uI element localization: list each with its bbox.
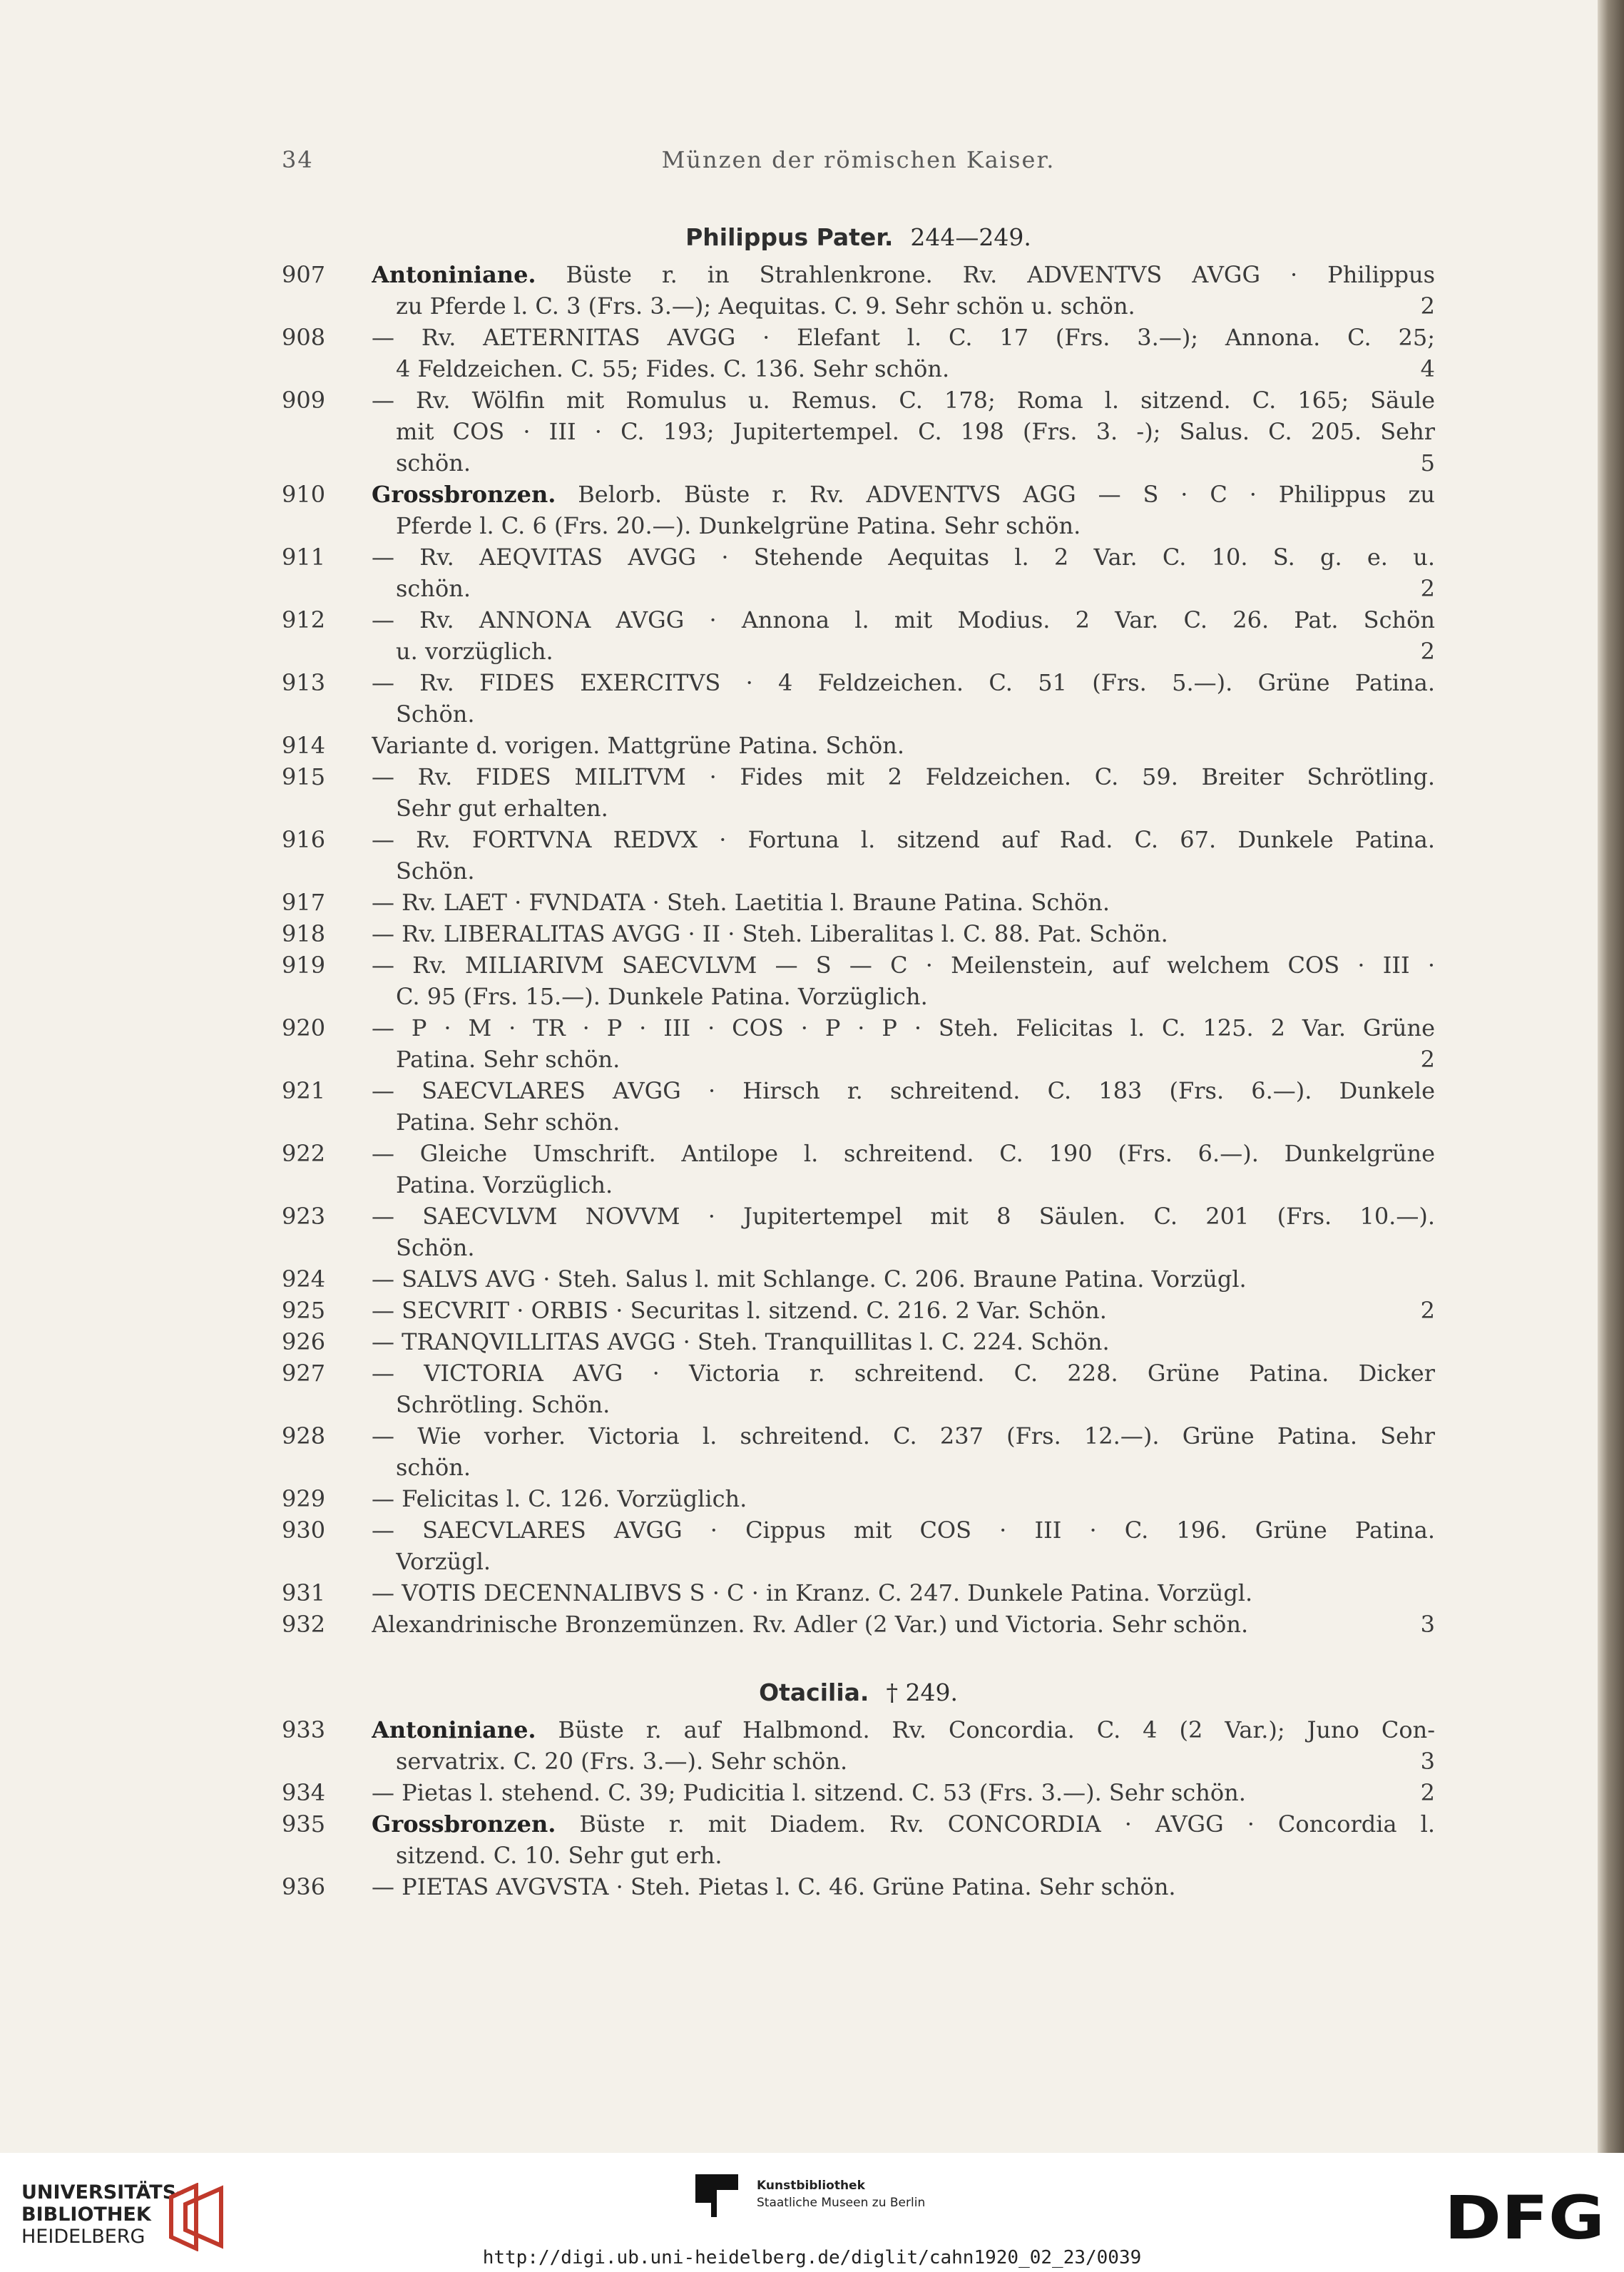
entry-text: servatrix. C. 20 (Frs. 3.—). Sehr schön.: [396, 1748, 848, 1775]
section-dates: 244—249.: [910, 223, 1031, 251]
entry-line: [396, 1452, 1435, 1483]
catalogue-entry: [282, 479, 1435, 541]
entry-line: [396, 855, 1435, 887]
entry-number: 914: [282, 732, 326, 759]
running-title: Münzen der römischen Kaiser.: [661, 146, 1056, 173]
entry-text: Patina. Sehr schön.: [396, 1109, 621, 1136]
entry-text: — SAECVLVM NOVVM · Jupitertempel mit 8 Säulen. C. 201 (Frs. 10.—).: [372, 1203, 1435, 1230]
footer: [0, 2153, 1624, 2272]
entry-line: [372, 1263, 1435, 1295]
entry-line: [372, 1577, 1435, 1609]
denomination-label: Antoniniane.: [372, 261, 536, 288]
catalogue-entry: [282, 1201, 1435, 1263]
entry-text: Büste r. mit Diadem. Rv. CONCORDIA · AVGG · Concordia l.: [579, 1810, 1435, 1838]
entry-number: 913: [282, 669, 326, 696]
entry-text: u. vorzüglich.: [396, 638, 553, 665]
section-heading: [282, 223, 1435, 259]
entry-line: [396, 1389, 1435, 1420]
entry-number: 934: [282, 1779, 326, 1806]
entry-text: zu Pferde l. C. 3 (Frs. 3.—); Aequitas. C. 9. Sehr schön u. schön.: [396, 292, 1135, 320]
catalogue-entry: [282, 1012, 1435, 1075]
entry-number: 924: [282, 1265, 326, 1293]
entry-text: — SECVRIT · ORBIS · Securitas l. sitzend. C. 216. 2 Var. Schön.: [372, 1297, 1107, 1324]
entry-text: — Rv. Wölfin mit Romulus u. Remus. C. 178; Roma l. sitzend. C. 165; Säule: [372, 387, 1435, 414]
entry-number: 933: [282, 1716, 326, 1743]
entry-text: Variante d. vorigen. Mattgrüne Patina. Schön.: [372, 732, 904, 759]
entry-line: [372, 1075, 1435, 1106]
entry-line: [396, 353, 1435, 384]
entry-text: schön.: [396, 575, 471, 602]
entry-number: 918: [282, 920, 326, 947]
entry-line: [372, 1357, 1435, 1389]
entry-line: [396, 573, 1435, 604]
entry-line: [372, 1483, 1435, 1514]
entry-text: — Gleiche Umschrift. Antilope l. schreitend. C. 190 (Frs. 6.—). Dunkelgrüne: [372, 1140, 1435, 1167]
lot-estimate: 2: [1420, 292, 1435, 320]
catalogue-entry: [282, 541, 1435, 604]
entry-text: — Pietas l. stehend. C. 39; Pudicitia l. sitzend. C. 53 (Frs. 3.—). Sehr schön.: [372, 1779, 1246, 1806]
section-dates: † 249.: [886, 1678, 958, 1706]
entry-text: Büste r. auf Halbmond. Rv. Concordia. C. 4 (2 Var.); Juno Con-: [558, 1716, 1435, 1743]
entry-line: [372, 322, 1435, 353]
entry-number: 926: [282, 1328, 326, 1355]
ub-heidelberg-logo[interactable]: [21, 2181, 235, 2253]
entry-text: — Rv. MILIARIVM SAECVLVM — S — C · Meilenstein, auf welchem COS · III ·: [372, 952, 1435, 979]
entry-text: — VOTIS DECENNALIBVS S · C · in Kranz. C. 247. Dunkele Patina. Vorzügl.: [372, 1579, 1253, 1606]
entry-number: 931: [282, 1579, 326, 1606]
entry-line: [396, 1169, 1435, 1201]
catalogue-entry: [282, 1808, 1435, 1871]
kb-line-2: Staatliche Museen zu Berlin: [757, 2196, 926, 2210]
lot-estimate: 4: [1420, 355, 1435, 382]
entry-number: 910: [282, 481, 326, 508]
lot-estimate: 2: [1420, 1046, 1435, 1073]
kunstbibliothek-logo[interactable]: [695, 2174, 995, 2231]
dfg-logo[interactable]: [1444, 2189, 1608, 2246]
catalogue-entry: [282, 667, 1435, 730]
catalogue-entry: [282, 1138, 1435, 1201]
entry-text: 4 Feldzeichen. C. 55; Fides. C. 136. Sehr schön.: [396, 355, 950, 382]
entry-number: 921: [282, 1077, 326, 1104]
entry-text: — Rv. LIBERALITAS AVGG · II · Steh. Liberalitas l. C. 88. Pat. Schön.: [372, 920, 1168, 947]
entry-text: — SAECVLARES AVGG · Hirsch r. schreitend. C. 183 (Frs. 6.—). Dunkele: [372, 1077, 1435, 1104]
entry-number: 925: [282, 1297, 326, 1324]
entry-text: — TRANQVILLITAS AVGG · Steh. Tranquillitas l. C. 224. Schön.: [372, 1328, 1110, 1355]
entry-number: 912: [282, 606, 326, 633]
entry-line: [372, 1420, 1435, 1452]
entry-line: [372, 1514, 1435, 1546]
entry-number: 919: [282, 952, 326, 979]
entry-text: Schön.: [396, 701, 475, 728]
entry-line: [372, 1609, 1435, 1640]
entry-line: [396, 1232, 1435, 1263]
entry-line: [372, 1138, 1435, 1169]
catalogue-entry: [282, 918, 1435, 949]
entry-text: — Rv. FIDES MILITVM · Fides mit 2 Feldzeichen. C. 59. Breiter Schrötling.: [372, 763, 1435, 790]
catalogue-entry: [282, 1609, 1435, 1640]
entry-text: — Felicitas l. C. 126. Vorzüglich.: [372, 1485, 747, 1512]
entry-number: 932: [282, 1611, 326, 1638]
entry-line: [396, 1044, 1435, 1075]
entry-line: [372, 1295, 1435, 1326]
entry-line: [396, 290, 1435, 322]
entry-text: C. 95 (Frs. 15.—). Dunkele Patina. Vorzüglich.: [396, 983, 928, 1010]
ub-emblem-icon: [164, 2183, 228, 2251]
entry-line: [372, 730, 1435, 761]
catalogue-entry: [282, 730, 1435, 761]
catalogue-entry: [282, 761, 1435, 824]
entry-line: [396, 416, 1435, 447]
catalogue-entry: [282, 1075, 1435, 1138]
entry-line: [396, 1746, 1435, 1777]
catalogue-entry: [282, 1263, 1435, 1295]
entry-line: [372, 918, 1435, 949]
entry-line: [396, 698, 1435, 730]
entry-text: Vorzügl.: [396, 1548, 491, 1575]
page-number: 34: [282, 146, 314, 173]
entry-text: mit COS · III · C. 193; Jupitertempel. C. 198 (Frs. 3. -); Salus. C. 205. Sehr: [396, 418, 1435, 445]
entry-number: 908: [282, 324, 326, 351]
catalogue-entry: [282, 1295, 1435, 1326]
entry-line: [396, 636, 1435, 667]
entry-line: [372, 667, 1435, 698]
entry-number: 936: [282, 1873, 326, 1900]
entry-text: Sehr gut erhalten.: [396, 795, 608, 822]
lot-estimate: 2: [1420, 575, 1435, 602]
catalogue-entry: [282, 1357, 1435, 1420]
catalogue-entry: [282, 322, 1435, 384]
catalogue-entry: [282, 1777, 1435, 1808]
running-head: [282, 146, 1435, 189]
entry-number: 923: [282, 1203, 326, 1230]
entry-text: — P · M · TR · P · III · COS · P · P · Steh. Felicitas l. C. 125. 2 Var. Grüne: [372, 1014, 1435, 1041]
catalogue-entry: [282, 604, 1435, 667]
lot-estimate: 3: [1420, 1748, 1435, 1775]
entry-text: — Rv. FIDES EXERCITVS · 4 Feldzeichen. C. 51 (Frs. 5.—). Grüne Patina.: [372, 669, 1435, 696]
entry-line: [396, 793, 1435, 824]
entry-line: [372, 761, 1435, 793]
ub-line-2: BIBLIOTHEK: [21, 2204, 151, 2226]
ub-logo-text: [21, 2181, 184, 2248]
entry-line: [372, 949, 1435, 981]
entry-text: Belorb. Büste r. Rv. ADVENTVS AGG — S · C · Philippus zu: [578, 481, 1435, 508]
entry-line: [372, 259, 1435, 290]
entry-line: [372, 541, 1435, 573]
entry-line: [372, 1777, 1435, 1808]
entry-text: Pferde l. C. 6 (Frs. 20.—). Dunkelgrüne Patina. Sehr schön.: [396, 512, 1081, 539]
entry-text: — VICTORIA AVG · Victoria r. schreitend. C. 228. Grüne Patina. Dicker: [372, 1360, 1435, 1387]
entry-number: 928: [282, 1422, 326, 1450]
entry-line: [372, 887, 1435, 918]
section-name: Philippus Pater.: [685, 223, 894, 251]
entry-line: [372, 479, 1435, 510]
entry-text: Schön.: [396, 1234, 475, 1261]
catalogue-entry: [282, 1326, 1435, 1357]
catalogue-entry: [282, 824, 1435, 887]
catalogue-entry: [282, 1714, 1435, 1777]
entry-text: — Rv. ANNONA AVGG · Annona l. mit Modius. 2 Var. C. 26. Pat. Schön: [372, 606, 1435, 633]
kb-line-1: Kunstbibliothek: [757, 2179, 865, 2193]
catalogue-entry: [282, 1577, 1435, 1609]
entry-line: [396, 510, 1435, 541]
entry-text: Schrötling. Schön.: [396, 1391, 611, 1418]
page-edge: [1598, 0, 1624, 2153]
entry-line: [396, 447, 1435, 479]
catalogue-entry: [282, 1483, 1435, 1514]
source-url[interactable]: http://digi.ub.uni-heidelberg.de/diglit/cahn1920_02_23/0039: [482, 2247, 1142, 2268]
lot-estimate: 5: [1420, 449, 1435, 477]
entry-text: Büste r. in Strahlenkrone. Rv. ADVENTVS AVGG · Philippus: [566, 261, 1435, 288]
entry-line: [372, 1201, 1435, 1232]
entry-line: [396, 1546, 1435, 1577]
entry-text: Alexandrinische Bronzemünzen. Rv. Adler (2 Var.) und Victoria. Sehr schön.: [372, 1611, 1249, 1638]
entry-number: 907: [282, 261, 326, 288]
catalogue-entry: [282, 949, 1435, 1012]
catalogue-entry: [282, 259, 1435, 322]
entry-text: Schön.: [396, 857, 475, 885]
section-heading: [282, 1678, 1435, 1714]
entry-line: [372, 1871, 1435, 1902]
catalogue-entry: [282, 887, 1435, 918]
entry-text: — Rv. LAET · FVNDATA · Steh. Laetitia l. Braune Patina. Schön.: [372, 889, 1110, 916]
entry-text: — Rv. FORTVNA REDVX · Fortuna l. sitzend auf Rad. C. 67. Dunkele Patina.: [372, 826, 1435, 853]
entry-number: 935: [282, 1810, 326, 1838]
entry-number: 920: [282, 1014, 326, 1041]
entry-text: — SALVS AVG · Steh. Salus l. mit Schlange. C. 206. Braune Patina. Vorzügl.: [372, 1265, 1247, 1293]
catalogue-entry: [282, 1871, 1435, 1902]
entry-text: sitzend. C. 10. Sehr gut erh.: [396, 1842, 722, 1869]
section-name: Otacilia.: [759, 1678, 869, 1706]
lot-estimate: 3: [1420, 1611, 1435, 1638]
entry-number: 915: [282, 763, 326, 790]
entry-line: [396, 981, 1435, 1012]
entry-line: [372, 1326, 1435, 1357]
lot-estimate: 2: [1420, 1297, 1435, 1324]
entry-number: 922: [282, 1140, 326, 1167]
entry-number: 917: [282, 889, 326, 916]
lot-estimate: 2: [1420, 638, 1435, 665]
lot-estimate: 2: [1420, 1779, 1435, 1806]
entry-text: — Rv. AEQVITAS AVGG · Stehende Aequitas l. 2 Var. C. 10. S. g. e. u.: [372, 544, 1435, 571]
entry-line: [372, 1714, 1435, 1746]
entry-text: — Rv. AETERNITAS AVGG · Elefant l. C. 17 (Frs. 3.—); Annona. C. 25;: [372, 324, 1435, 351]
denomination-label: Antoniniane.: [372, 1716, 536, 1743]
entry-text: schön.: [396, 449, 471, 477]
entry-line: [372, 1808, 1435, 1840]
entry-line: [372, 824, 1435, 855]
entry-text: schön.: [396, 1454, 471, 1481]
entry-text: Patina. Vorzüglich.: [396, 1171, 613, 1198]
entry-text: — Wie vorher. Victoria l. schreitend. C. 237 (Frs. 12.—). Grüne Patina. Sehr: [372, 1422, 1435, 1450]
catalogue-entry: [282, 384, 1435, 479]
entry-number: 911: [282, 544, 326, 571]
entry-line: [372, 1012, 1435, 1044]
entry-line: [396, 1106, 1435, 1138]
entry-number: 927: [282, 1360, 326, 1387]
denomination-label: Grossbronzen.: [372, 481, 556, 508]
kunstbibliothek-text: [757, 2177, 925, 2211]
kunstbibliothek-emblem-icon: [695, 2174, 738, 2217]
ub-line-3: HEIDELBERG: [21, 2226, 145, 2248]
entry-number: 929: [282, 1485, 326, 1512]
entry-number: 916: [282, 826, 326, 853]
entry-text: — PIETAS AVGVSTA · Steh. Pietas l. C. 46. Grüne Patina. Sehr schön.: [372, 1873, 1176, 1900]
catalogue-entry: [282, 1420, 1435, 1483]
entry-number: 909: [282, 387, 326, 414]
catalogue-entry: [282, 1514, 1435, 1577]
entry-line: [372, 604, 1435, 636]
dfg-text: DFG: [1444, 2189, 1605, 2246]
denomination-label: Grossbronzen.: [372, 1810, 556, 1838]
entry-text: — SAECVLARES AVGG · Cippus mit COS · III · C. 196. Grüne Patina.: [372, 1517, 1435, 1544]
entry-line: [396, 1840, 1435, 1871]
entry-number: 930: [282, 1517, 326, 1544]
ub-line-1: UNIVERSITÄTS-: [21, 2181, 185, 2204]
entry-text: Patina. Sehr schön.: [396, 1046, 621, 1073]
entry-line: [372, 384, 1435, 416]
